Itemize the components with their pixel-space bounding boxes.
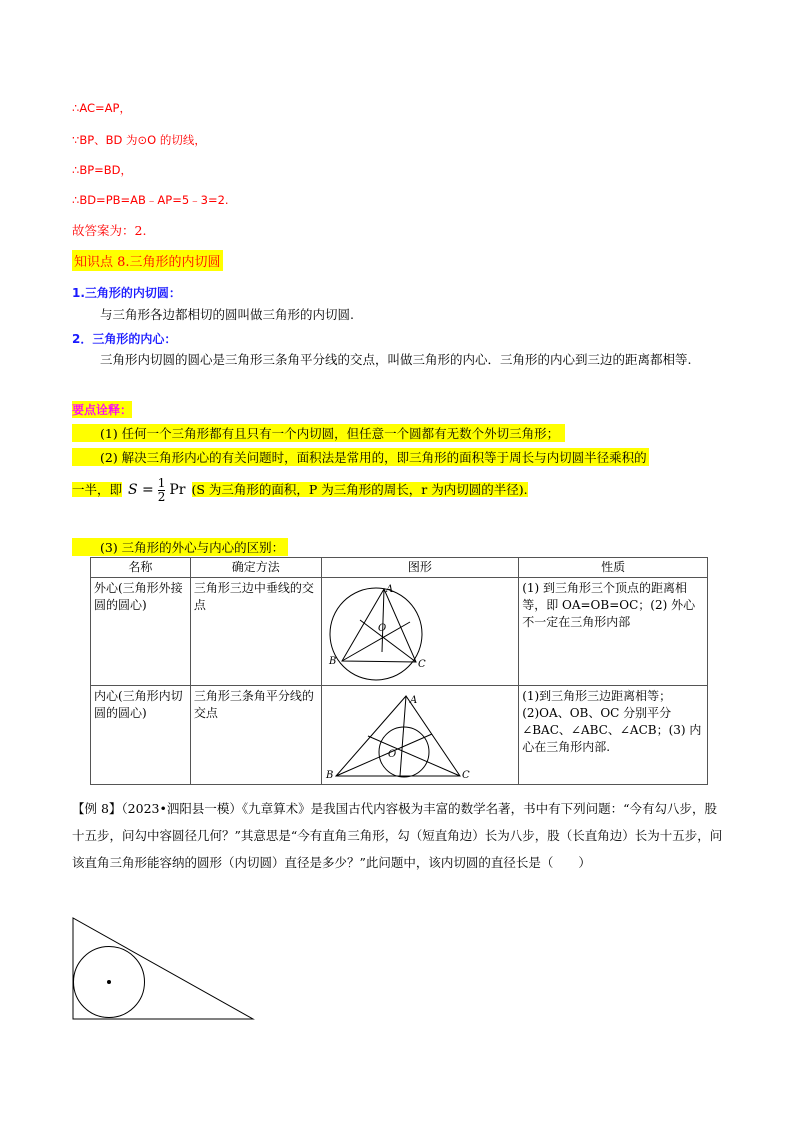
- label-o: O: [378, 623, 387, 634]
- label-a: A: [386, 584, 394, 595]
- solution-line-1: ∴AC=AP，: [72, 101, 131, 115]
- solution-line-4: ∴BD=PB=AB﹣AP=5﹣3=2.: [72, 193, 229, 207]
- header-method: 确定方法: [190, 558, 321, 578]
- cell-name: 内心(三角形内切圆的圆心): [91, 686, 191, 785]
- answer-line: 故答案为：2.: [72, 223, 147, 238]
- formula-denominator: 2: [157, 490, 166, 504]
- note-2-suffix: (S 为三角形的面积，P 为三角形的周长，r 为内切圆的半径).: [191, 482, 528, 497]
- solution-line-3: ∴BP=BD，: [72, 163, 133, 177]
- label-c: C: [462, 770, 470, 781]
- label-o: O: [388, 749, 397, 760]
- header-property: 性质: [519, 558, 708, 578]
- incenter-figure: [324, 690, 520, 786]
- section-1-text: 与三角形各边都相切的圆叫做三角形的内切圆.: [100, 307, 354, 322]
- example-figure: [70, 915, 260, 1023]
- label-a: A: [410, 695, 418, 706]
- note-3: (3) 三角形的外心与内心的区别：: [72, 538, 288, 556]
- note-2-prefix: 一半，即: [72, 482, 123, 497]
- table-header-row: [91, 558, 708, 578]
- label-b: B: [326, 770, 334, 781]
- notes-title: 要点诠释：: [72, 403, 133, 417]
- cell-name: 外心(三角形外接圆的圆心): [91, 578, 191, 686]
- section-2-title: 2．三角形的内心：: [72, 332, 177, 346]
- example-8-text: 【例 8】（2023•泗阳县一模）《九章算术》是我国古代内容极为丰富的数学名著，书中有下列问题：“今有勾八步，股十五步，问勾中容圆径几何？”其意思是“今有直角三角形，勾（短直角边）长为八步，股（长直角边）长为十五步，问该直角三角形能容纳的圆形（内切圆）直径是多少？”此问题中，该内切圆的直径长是（ ）: [72, 801, 723, 870]
- header-figure: 图形: [321, 558, 519, 578]
- section-2-text: 三角形内切圆的圆心是三角形三条角平分线的交点，叫做三角形的内心．三角形的内心到三边的距离都相等.: [100, 352, 692, 367]
- section-1-title: 1.三角形的内切圆：: [72, 286, 181, 300]
- cell-property: (1) 到三角形三个顶点的距离相等，即 OA=OB=OC；(2) 外心不一定在三角形内部: [519, 578, 708, 686]
- circumcenter-figure: [324, 582, 520, 684]
- formula-pr: Pr: [169, 482, 186, 498]
- note-2-continuation: [72, 477, 528, 504]
- label-b: B: [329, 656, 337, 667]
- note-2: (2) 解决三角形内心的有关问题时，面积法是常用的，即三角形的面积等于周长与内切圆半径乘积的: [72, 448, 649, 466]
- header-name: 名称: [91, 558, 191, 578]
- note-1: (1) 任何一个三角形都有且只有一个内切圆，但任意一个圆都有无数个外切三角形；: [72, 424, 565, 442]
- area-formula: [128, 477, 186, 504]
- solution-line-2: ∵BP、BD 为⊙O 的切线，: [72, 133, 206, 147]
- cell-property: (1)到三角形三边距离相等；(2)OA、OB、OC 分别平分∠BAC、∠ABC、∠ACB；(3) 内心在三角形内部.: [519, 686, 708, 785]
- cell-method: 三角形三边中垂线的交点: [190, 578, 321, 686]
- cell-method: 三角形三条角平分线的交点: [190, 686, 321, 785]
- formula-numerator: 1: [157, 476, 166, 490]
- formula-s: S =: [128, 482, 154, 498]
- formula-fraction: [158, 477, 166, 504]
- label-c: C: [418, 659, 426, 670]
- knowledge-point-title: 知识点 8.三角形的内切圆: [72, 250, 223, 271]
